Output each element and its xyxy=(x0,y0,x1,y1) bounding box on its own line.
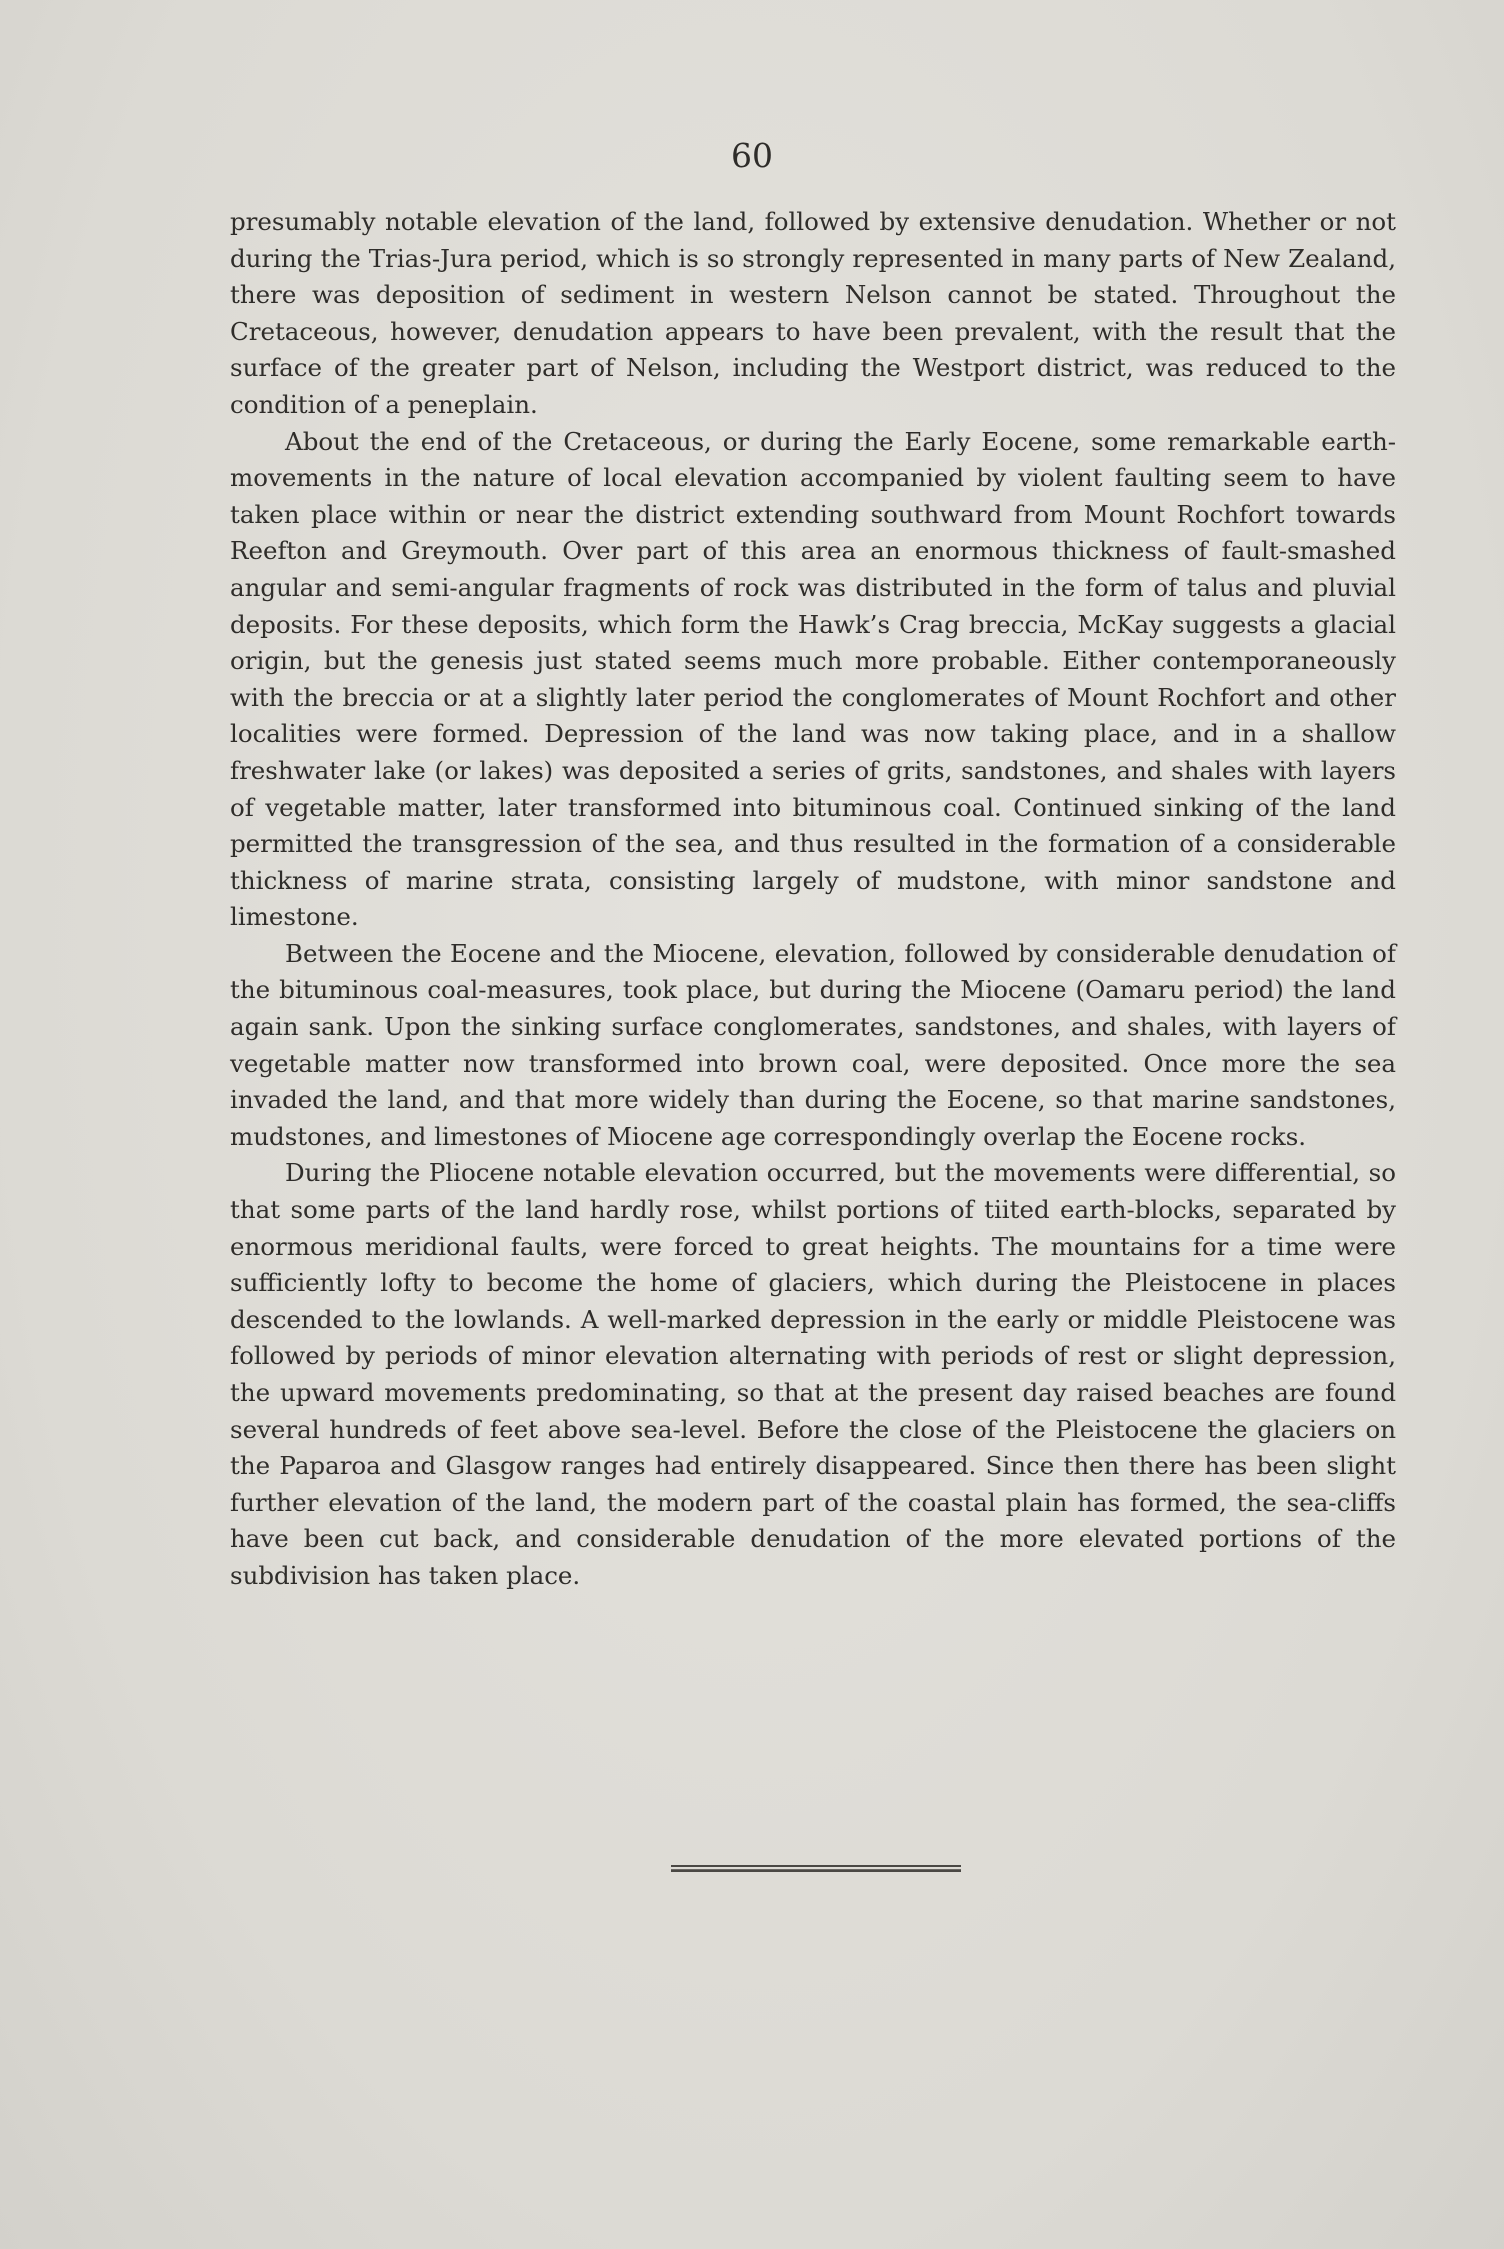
end-rule-divider xyxy=(671,1865,961,1872)
paragraph-miocene: Between the Eocene and the Miocene, elevation, followed by considerable denudation of the bituminous coal-measures, took place, but during the Miocene (Oamaru period) the land again sank. Upon the sinking surface conglomerates, sandstones, and shales, with layers of vegetable matter now transformed into brown coal, were deposited. Once more the sea invaded the land, and that more widely than during the Eocene, so that marine sandstones, mudstones, and limestones of Miocene age correspondingly overlap the Eocene rocks. xyxy=(230,938,1396,1151)
paragraph-cretaceous-eocene: About the end of the Cretaceous, or during the Early Eocene, some remarkable earth-movements in the nature of local elevation accompanied by violent faulting seem to have taken place within or near the district extending southward from Mount Rochfort towards Reefton and Greymouth. Over part of this area an enormous thickness of fault-smashed angular and semi-angular fragments of rock was distributed in the form of talus and pluvial deposits. For these deposits, which form the Hawk’s Crag breccia, McKay suggests a glacial origin, but the genesis just stated seems much more probable. Either contemporaneously with the breccia or at a slightly later period the conglomerates of Mount Rochfort and other localities were formed. Depression of the land was now taking place, and in a shallow freshwater lake (or lakes) was deposited a series of grits, sandstones, and shales with layers of vegetable matter, later transformed into bituminous coal. Continued sinking of the land permitted the transgression of the sea, and thus resulted in the formation of a considerable thickness of marine strata, consisting largely of mudstone, with minor sandstone and limestone. xyxy=(230,426,1396,932)
page-number: 60 xyxy=(731,136,773,175)
paragraph-continuation: presumably notable elevation of the land, followed by extensive denudation. Whether or not during the Trias-Jura period, which is so strongly represented in many parts of New Zealand, there was deposition of sediment in western Nelson cannot be stated. Throughout the Cretaceous, however, denudation appears to have been prevalent, with the result that the surface of the greater part of Nelson, including the Westport district, was reduced to the condition of a peneplain. xyxy=(230,207,1396,419)
paragraph-pliocene-pleistocene: During the Pliocene notable elevation occurred, but the movements were differential, so that some parts of the land hardly rose, whilst portions of tiited earth-blocks, separated by enormous meridional faults, were forced to great heights. The mountains for a time were sufficiently lofty to become the home of glaciers, which during the Pleistocene in places descended to the lowlands. A well-marked depression in the early or middle Pleistocene was followed by periods of minor elevation alternating with periods of rest or slight depression, the upward movements predominating, so that at the present day raised beaches are found several hundreds of feet above sea-level. Before the close of the Pleistocene the glaciers on the Paparoa and Glasgow ranges had entirely disappeared. Since then there has been slight further elevation of the land, the modern part of the coastal plain has formed, the sea-cliffs have been cut back, and considerable denudation of the more elevated portions of the subdivision has taken place. xyxy=(230,1158,1396,1590)
body-text xyxy=(230,204,1396,1595)
